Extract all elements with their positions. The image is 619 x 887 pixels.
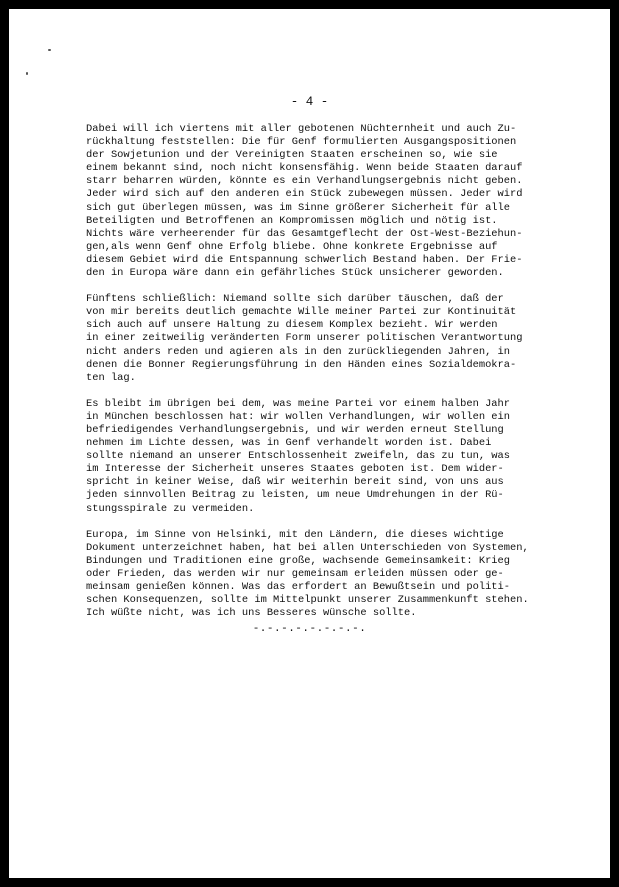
text-line: Fünftens schließlich: Niemand sollte sich darüber täuschen, daß der (86, 293, 504, 306)
text-line: einem bekannt sind, noch nicht konsensfähig. Wenn beide Staaten darauf (86, 162, 523, 175)
text-line: schen Konsequenzen, sollte im Mittelpunkt unserer Zusammenkunft stehen. (86, 594, 529, 607)
end-mark: -.-.-.-.-.-.-.-. (252, 623, 367, 635)
text-line: nehmen im Lichte dessen, was in Genf verhandelt worden ist. Dabei (86, 437, 492, 450)
text-line: Dabei will ich viertens mit aller gebotenen Nüchternheit und auch Zu- (86, 123, 517, 135)
text-line: den in Europa wäre dann ein gefährliches Stück unsicherer geworden. (86, 267, 504, 280)
document-page (9, 9, 610, 878)
paragraph (86, 398, 601, 516)
text-line: rückhaltung feststellen: Die für Genf formulierten Ausgangspositionen (86, 136, 517, 149)
text-line: denen die Bonner Regierungsführung in den Händen eines Sozialdemokra- (86, 358, 517, 371)
text-line: sollte niemand an unserer Entschlossenheit zweifeln, das zu tun, was (86, 450, 511, 463)
text-line: der Sowjetunion und der Vereinigten Staaten erscheinen so, wie sie (86, 149, 498, 162)
text-line: befriedigendes Verhandlungsergebnis, und wir werden erneut Stellung (86, 423, 504, 436)
text-line: in München beschlossen hat: wir wollen Verhandlungen, wir wollen ein (86, 410, 511, 423)
text-line: stungsspirale zu vermeiden. (86, 502, 255, 515)
text-line: Dokument unterzeichnet haben, hat bei allen Unterschieden von Systemen, (86, 541, 529, 554)
scan-speck (26, 72, 28, 75)
text-line: oder Frieden, das werden wir nur gemeinsam erleiden müssen oder ge- (86, 567, 504, 580)
text-line: Beteiligten und Betroffenen an Kompromissen möglich und nötig ist. (86, 214, 498, 227)
text-line: Jeder wird sich auf den anderen ein Stück zubewegen müssen. Jeder wird (86, 188, 523, 201)
text-line: Bindungen und Traditionen eine große, wachsende Gemeinsamkeit: Krieg (86, 554, 511, 567)
text-line: in einer zeitweilig veränderten Form unserer politischen Verantwortung (86, 332, 523, 345)
text-line: nicht anders reden und agieren als in den zurückliegenden Jahren, in (86, 345, 511, 358)
text-line: spricht in keiner Weise, daß wir weiterhin bereit sind, von uns aus (86, 476, 504, 489)
text-line: von mir bereits deutlich gemachte Wille meiner Partei zur Kontinuität (86, 306, 517, 319)
text-line: sich auch auf unsere Haltung zu diesem Komplex bezieht. Wir werden (86, 319, 498, 332)
text-line: ten lag. (86, 371, 136, 384)
paragraph (86, 123, 601, 280)
text-line: meinsam genießen können. Was das erfordert an Bewußtsein und politi- (86, 581, 511, 593)
scan-speck (48, 49, 51, 51)
page-number: - 4 - (290, 95, 329, 109)
paragraph (86, 293, 601, 385)
text-line: starr beharren würden, könnte es ein Verhandlungsergebnis nicht geben. (86, 175, 523, 188)
text-line: jeden sinnvollen Beitrag zu leisten, um neue Umdrehungen in der Rü- (86, 489, 504, 502)
text-line: Europa, im Sinne von Helsinki, mit den Ländern, die dieses wichtige (86, 528, 504, 541)
text-line: Es bleibt im übrigen bei dem, was meine Partei vor einem halben Jahr (86, 397, 511, 410)
text-line: diesem Gebiet wird die Entspannung schwerlich Bestand haben. Der Frie- (86, 253, 523, 266)
text-line: im Interesse der Sicherheit unseres Staates geboten ist. Dem wider- (86, 463, 504, 476)
text-line: gen,als wenn Genf ohne Erfolg bliebe. Ohne konkrete Ergebnisse auf (86, 240, 498, 253)
text-line: Ich wüßte nicht, was ich uns Besseres wünsche sollte. (86, 607, 417, 620)
text-line: sich gut überlegen müssen, was im Sinne größerer Sicherheit für alle (86, 201, 511, 214)
text-line: Nichts wäre verheerender für das Gesamtgeflecht der Ost-West-Beziehun- (86, 227, 523, 240)
document-body (86, 123, 601, 633)
paragraph (86, 529, 601, 621)
